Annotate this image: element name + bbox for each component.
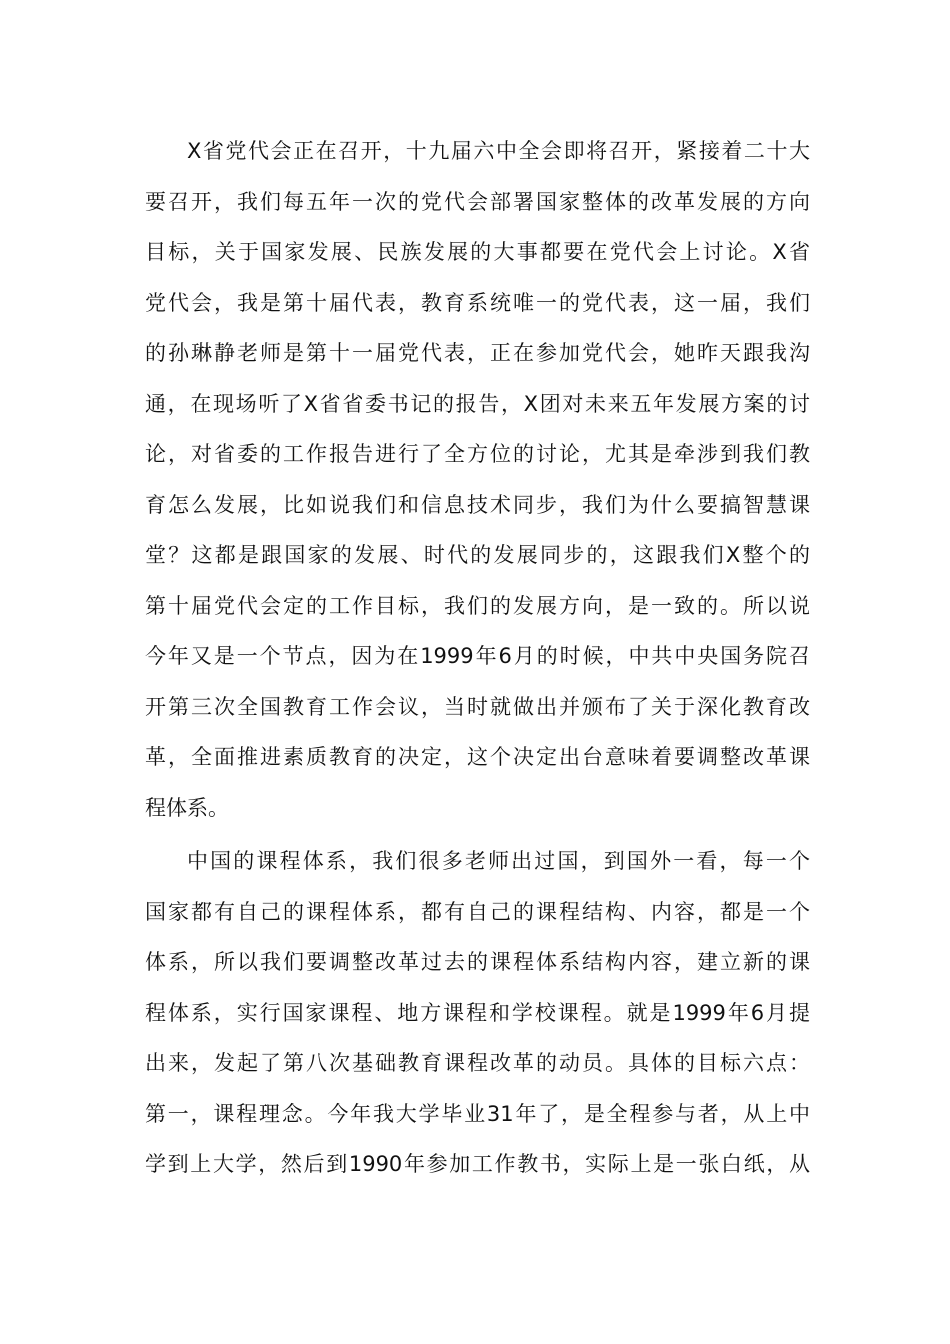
paragraph-line: 程体系，实行国家课程、地方课程和学校课程。就是1999年6月提 — [145, 1000, 810, 1025]
paragraph-line: 出来，发起了第八次基础教育课程改革的动员。具体的目标六点： — [145, 1051, 810, 1075]
paragraph-2 — [145, 836, 810, 1190]
paragraph-1 — [145, 126, 810, 833]
paragraph-line: 今年又是一个节点，因为在1999年6月的时候，中共中央国务院召 — [145, 644, 810, 668]
paragraph-line: 中国的课程体系，我们很多老师出过国，到国外一看，每一个 — [187, 849, 810, 873]
paragraph-line: 堂？这都是跟国家的发展、时代的发展同步的，这跟我们X整个的 — [145, 543, 810, 567]
paragraph-line: 的孙琳静老师是第十一届党代表，正在参加党代会，她昨天跟我沟 — [145, 341, 810, 365]
paragraph-line: 开第三次全国教育工作会议，当时就做出并颁布了关于深化教育改 — [145, 694, 810, 719]
paragraph-line: 程体系。 — [145, 795, 229, 820]
paragraph-line: 革，全面推进素质教育的决定，这个决定出台意味着要调整改革课 — [145, 745, 810, 769]
paragraph-line: 通，在现场听了X省省委书记的报告，X团对未来五年发展方案的讨 — [145, 391, 810, 416]
paragraph-line: 要召开，我们每五年一次的党代会部署国家整体的改革发展的方向 — [145, 189, 810, 214]
paragraph-line: 论，对省委的工作报告进行了全方位的讨论，尤其是牵涉到我们教 — [145, 442, 810, 466]
paragraph-line: 体系，所以我们要调整改革过去的课程体系结构内容，建立新的课 — [145, 950, 810, 974]
paragraph-line: 目标，关于国家发展、民族发展的大事都要在党代会上讨论。X省 — [145, 240, 810, 264]
paragraph-line: 第一，课程理念。今年我大学毕业31年了，是全程参与者，从上中 — [145, 1101, 810, 1126]
paragraph-line: 国家都有自己的课程体系，都有自己的课程结构、内容，都是一个 — [145, 899, 810, 924]
paragraph-line: X省党代会正在召开，十九届六中全会即将召开，紧接着二十大 — [187, 139, 810, 163]
paragraph-line: 育怎么发展，比如说我们和信息技术同步，我们为什么要搞智慧课 — [145, 492, 810, 517]
paragraph-line: 第十届党代会定的工作目标，我们的发展方向，是一致的。所以说 — [145, 593, 810, 618]
paragraph-line: 党代会，我是第十届代表，教育系统唯一的党代表，这一届，我们 — [145, 290, 810, 315]
paragraph-line: 学到上大学，然后到1990年参加工作教书，实际上是一张白纸，从 — [145, 1152, 810, 1176]
